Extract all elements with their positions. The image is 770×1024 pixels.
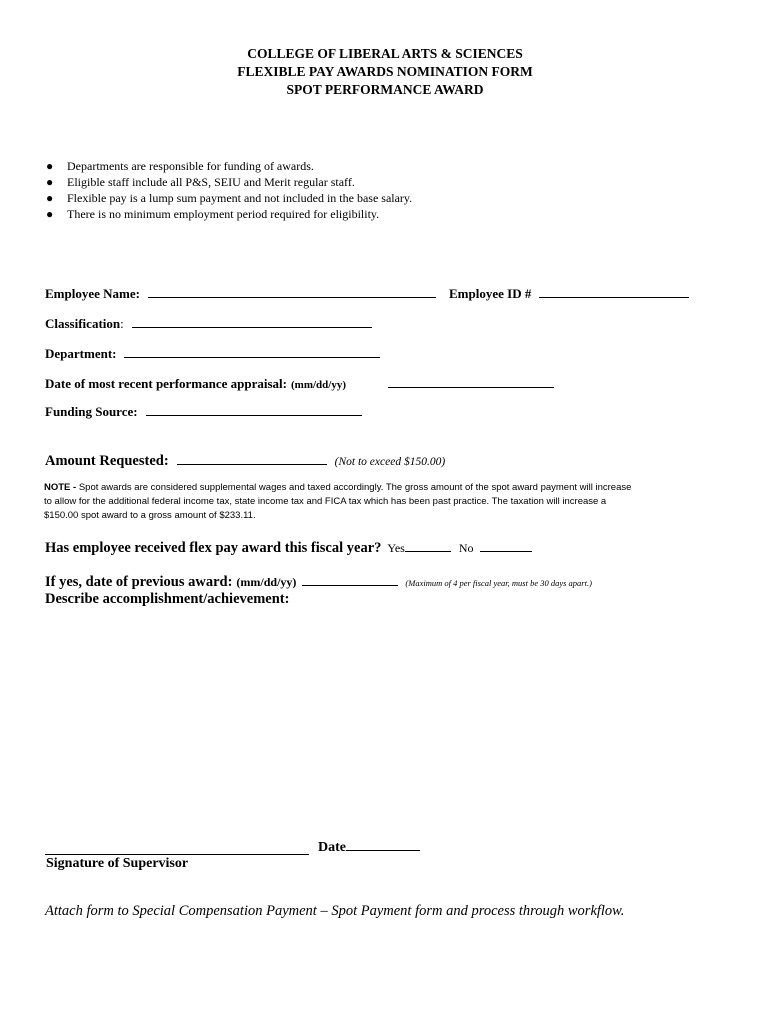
flex-pay-question-row [45,539,532,557]
appraisal-date-label: Date of most recent performance appraisal: [45,376,287,391]
previous-award-label: If yes, date of previous award: [45,574,233,590]
flex-pay-yes-label: Yes [387,541,405,555]
signature-date-label: Date [318,840,346,855]
accomplishment-label: Describe accomplishment/achievement: [45,591,290,607]
form-title-college: COLLEGE OF LIBERAL ARTS & SCIENCES [247,46,523,61]
appraisal-date-row [45,375,346,393]
signature-date-field[interactable] [346,838,420,851]
footer-instruction: Attach form to Special Compensation Payment – Spot Payment form and process through workflow. [45,903,625,919]
bullet-item: ● Departments are responsible for funding of awards. [46,159,314,173]
employee-name-row [45,285,436,303]
funding-source-field[interactable] [146,403,362,416]
amount-limit-note: (Not to exceed $150.00) [334,456,446,468]
bullet-icon: ● [46,175,54,189]
signature-date-row [318,838,420,856]
department-label: Department: [45,346,117,361]
appraisal-date-format: (mm/dd/yy) [291,379,346,391]
flex-pay-no-field[interactable] [480,539,532,552]
appraisal-date-field[interactable] [388,375,554,388]
funding-source-label: Funding Source: [45,404,138,419]
employee-id-label: Employee ID # [449,286,532,301]
supervisor-signature-field[interactable] [45,842,309,855]
supervisor-signature-label: Signature of Supervisor [46,856,189,871]
flex-pay-question-label: Has employee received flex pay award this fiscal year? [45,540,382,556]
classification-field[interactable] [132,315,372,328]
flex-pay-no-label: No [458,541,474,555]
bullet-item: ● There is no minimum employment period required for eligibility. [46,207,380,221]
classification-colon: : [120,316,124,331]
tax-note-text: Spot awards are considered supplemental wages and taxed accordingly. The gross amount of the spot award payment will increase to allow for the additional federal income tax, state income tax and FICA tax which has been past practice. The taxation will increase a $150.00 spot award to a gross amount of $233.11. [44,482,632,521]
department-field[interactable] [124,345,380,358]
bullet-icon: ● [46,207,54,221]
previous-award-format: (mm/dd/yy) [236,575,297,589]
flex-pay-yes-field[interactable] [405,539,451,552]
previous-award-limit-note: (Maximum of 4 per fiscal year, must be 30 days apart.) [405,578,592,588]
amount-requested-field[interactable] [177,452,327,465]
bullet-item: ● Flexible pay is a lump sum payment and not included in the base salary. [46,191,413,205]
bullet-item: ● Eligible staff include all P&S, SEIU and Merit regular staff. [46,175,355,189]
accomplishment-text-area[interactable] [45,612,725,822]
employee-id-field[interactable] [539,285,689,298]
amount-requested-row [45,452,445,470]
employee-name-field[interactable] [148,285,436,298]
tax-note [44,481,634,523]
previous-award-row [45,573,592,591]
amount-requested-label: Amount Requested: [45,453,169,469]
bullet-icon: ● [46,159,54,173]
employee-name-label: Employee Name: [45,286,140,301]
bullet-icon: ● [46,191,54,205]
classification-row [45,315,372,333]
department-row [45,345,380,363]
employee-id-row [449,285,689,303]
tax-note-label: NOTE - [44,482,77,493]
form-title-award-type: SPOT PERFORMANCE AWARD [286,82,484,97]
classification-label: Classification [45,316,121,331]
form-title-form-name: FLEXIBLE PAY AWARDS NOMINATION FORM [237,64,533,79]
funding-source-row [45,403,362,421]
previous-award-date-field[interactable] [302,573,398,586]
eligibility-bullet-list [44,158,412,222]
